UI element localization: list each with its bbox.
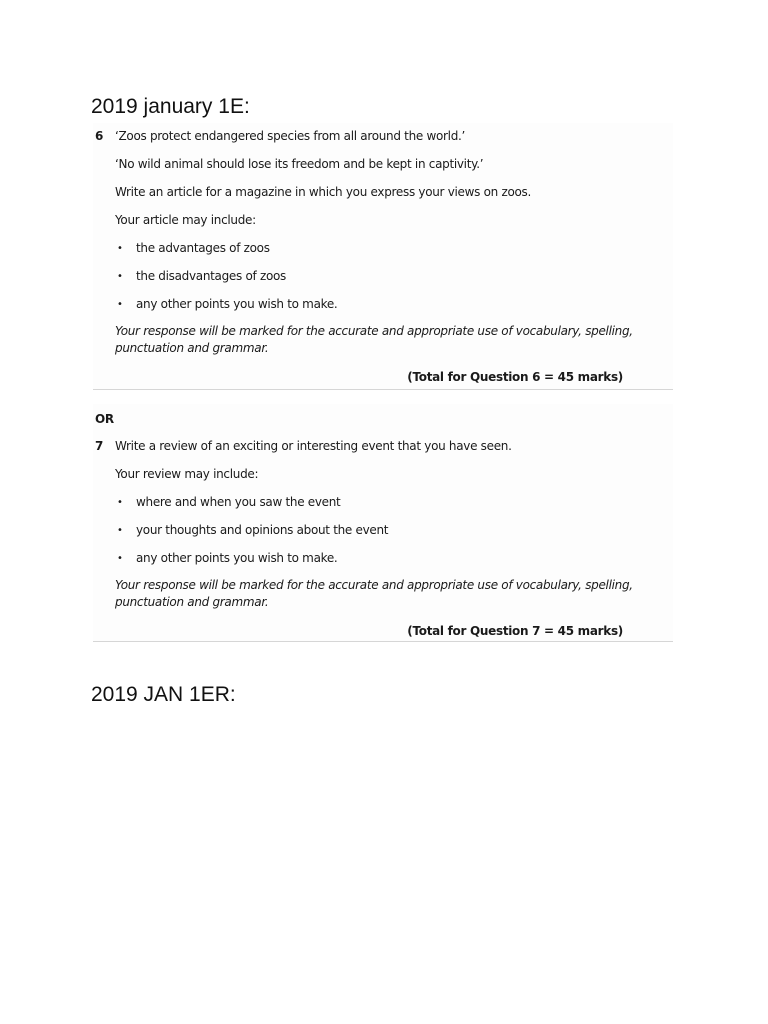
list-item-text: the advantages of zoos: [136, 241, 270, 255]
question-6-excerpt: [93, 123, 673, 390]
quote-text: ‘No wild animal should lose its freedom and be kept in captivity.’: [115, 157, 484, 171]
bullet-icon: •: [117, 497, 123, 508]
marking-note-line1: Your response will be marked for the accurate and appropriate use of vocabulary, spelling,: [115, 578, 633, 592]
bullet-icon: •: [117, 525, 123, 536]
marking-note-line1: Your response will be marked for the accurate and appropriate use of vocabulary, spelling,: [115, 324, 633, 338]
question-number: 7: [95, 439, 104, 453]
bullet-icon: •: [117, 553, 123, 564]
instruction-text: Write an article for a magazine in which you express your views on zoos.: [115, 185, 532, 199]
list-item-text: your thoughts and opinions about the event: [136, 523, 389, 537]
marking-note-line2: punctuation and grammar.: [115, 595, 269, 609]
section-heading-2019-jan-1er: 2019 JAN 1ER:: [91, 683, 236, 706]
bullet-icon: •: [117, 299, 123, 310]
or-label: OR: [95, 412, 114, 426]
marking-note: [115, 323, 635, 357]
list-item-text: any other points you wish to make.: [136, 551, 338, 565]
list-item-text: the disadvantages of zoos: [136, 269, 286, 283]
marking-note-line2: punctuation and grammar.: [115, 341, 269, 355]
instruction-text: Write a review of an exciting or interesting event that you have seen.: [115, 439, 512, 453]
section-heading-2019-january-1e: 2019 january 1E:: [91, 95, 250, 118]
question-7-excerpt: [93, 404, 673, 642]
question-number: 6: [95, 129, 104, 143]
total-marks: (Total for Question 6 = 45 marks): [407, 370, 623, 384]
include-label: Your article may include:: [115, 213, 256, 227]
marking-note: [115, 577, 635, 611]
bullet-icon: •: [117, 243, 123, 254]
bullet-icon: •: [117, 271, 123, 282]
list-item-text: any other points you wish to make.: [136, 297, 338, 311]
include-label: Your review may include:: [115, 467, 259, 481]
total-marks: (Total for Question 7 = 45 marks): [407, 624, 623, 638]
quote-text: ‘Zoos protect endangered species from all around the world.’: [115, 129, 466, 143]
list-item-text: where and when you saw the event: [136, 495, 341, 509]
